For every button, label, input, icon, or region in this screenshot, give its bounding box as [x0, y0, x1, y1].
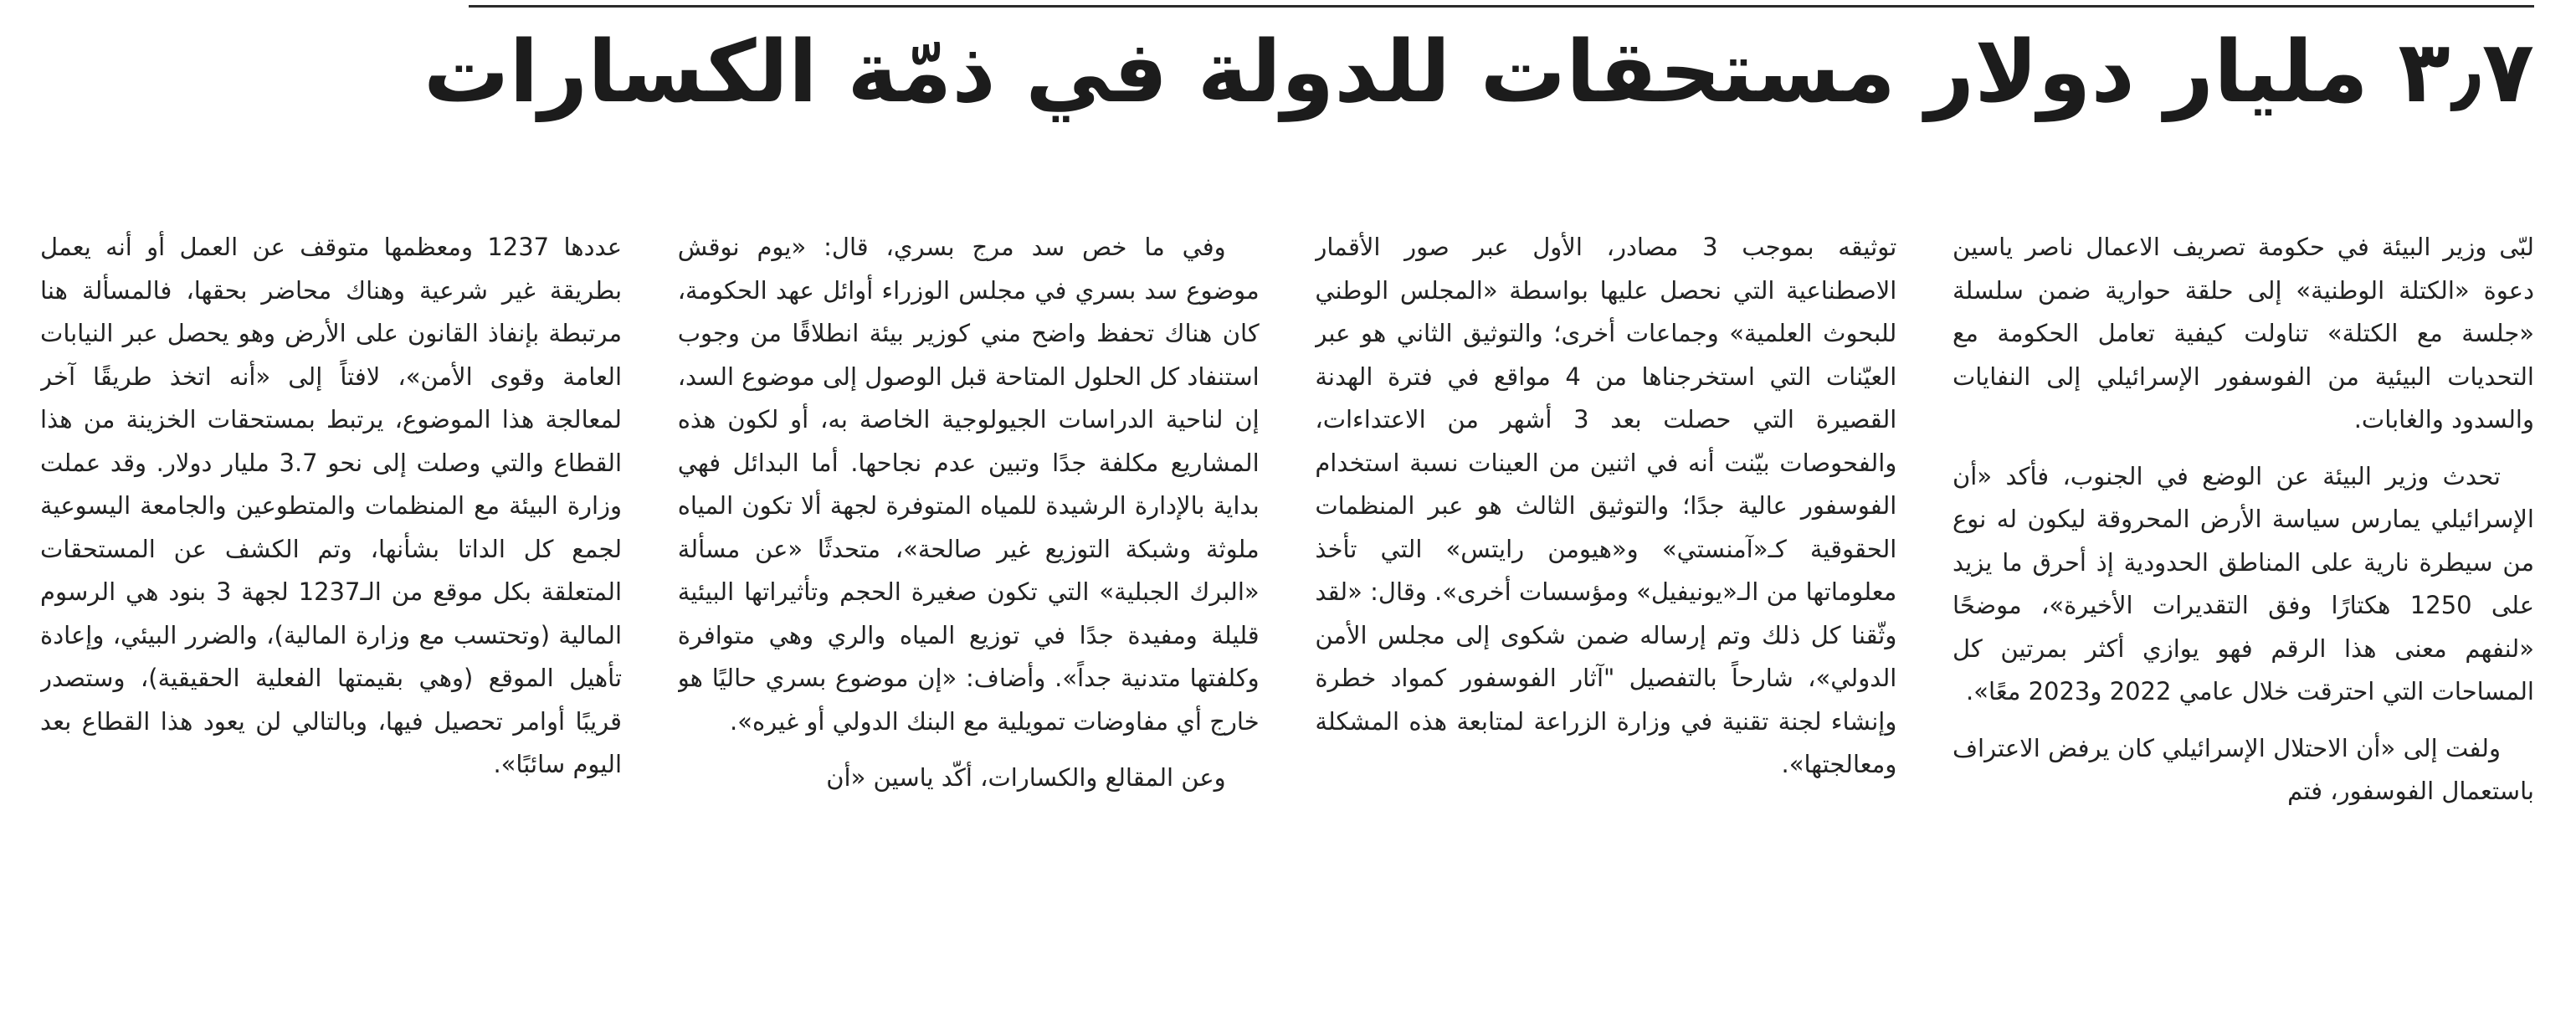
top-rule [469, 5, 2534, 8]
article-body [40, 226, 2534, 979]
article-paragraph: عددها 1237 ومعظمها متوقف عن العمل أو أنه يعمل بطريقة غير شرعية وهناك محاضر بحقها، فالمسألة هنا مرتبطة بإنفاذ القانون على الأرض وهو يحصل عبر النيابات العامة وقوى الأمن»، لافتاً إلى «أنه اتخذ طريقًا آخر لمعالجة هذا الموضوع، يرتبط بمستحقات الخزينة من هذا القطاع والتي وصلت إلى نحو 3.7 مليار دولار. وقد عملت وزارة البيئة مع المنظمات والمتطوعين والجامعة اليسوعية لجمع كل الداتا بشأنها، وتم الكشف عن المستحقات المتعلقة بكل موقع من الـ1237 لجهة 3 بنود هي الرسوم المالية (وتحتسب مع وزارة المالية)، والضرر البيئي، وإعادة تأهيل الموقع (وهي بقيمتها الفعلية الحقيقية)، وستصدر قريبًا أوامر تحصيل فيها، وبالتالي لن يعود هذا القطاع بعد اليوم سائبًا». [40, 233, 623, 778]
article-paragraph: وعن المقالع والكسارات، أكّد ياسين «أن [826, 763, 1226, 792]
article-column-3 [678, 226, 1260, 962]
article-headline: ٣٫٧ مليار دولار مستحقات للدولة في ذمّة الكسارات [423, 23, 2534, 122]
article-paragraph: ولفت إلى «أن الاحتلال الإسرائيلي كان يرفض الاعتراف باستعمال الفوسفور، فتم [1953, 733, 2534, 805]
article-column-4 [40, 226, 622, 962]
article-paragraph: لبّى وزير البيئة في حكومة تصريف الاعمال ناصر ياسين دعوة «الكتلة الوطنية» إلى حلقة حوارية ضمن سلسلة «جلسة مع الكتلة» تناولت كيفية تعامل الحكومة مع التحديات البيئية من الفوسفور الإسرائيلي إلى النفايات والسدود والغابات. [1953, 233, 2534, 434]
article-column-1 [1953, 226, 2534, 962]
article-paragraph: تحدث وزير البيئة عن الوضع في الجنوب، فأكد «أن الإسرائيلي يمارس سياسة الأرض المحروقة ليكون له نوع من سيطرة نارية على المناطق الحدودية إذ أحرق ما يزيد على 1250 هكتارًا وفق التقديرات الأخيرة»، موضحًا «لنفهم معنى هذا الرقم فهو يوازي أكثر بمرتين كل المساحات التي احترقت خلال عامي 2022 و2023 معًا». [1953, 461, 2534, 705]
article-column-2 [1315, 226, 1896, 962]
article-paragraph: توثيقه بموجب 3 مصادر، الأول عبر صور الأقمار الاصطناعية التي نحصل عليها بواسطة «المجلس الوطني للبحوث العلمية» وجماعات أخرى؛ والتوثيق الثاني هو عبر العيّنات التي استخرجناها من 4 مواقع في فترة الهدنة القصيرة التي حصلت بعد 3 أشهر من الاعتداءات، والفحوصات بيّنت أنه في اثنين من العينات نسبة استخدام الفوسفور عالية جدًا؛ والتوثيق الثالث هو عبر المنظمات الحقوقية كـ«آمنستي» و«هيومن رايتس» التي تأخذ معلوماتها من الـ«يونيفيل» ومؤسسات أخرى». وقال: «لقد وثّقنا كل ذلك وتم إرساله ضمن شكوى إلى مجلس الأمن الدولي»، شارحاً بالتفصيل "آثار الفوسفور كمواد خطرة وإنشاء لجنة تقنية في وزارة الزراعة لمتابعة هذه المشكلة ومعالجتها». [1315, 233, 1897, 778]
article-paragraph: وفي ما خص سد مرج بسري، قال: «يوم نوقش موضوع سد بسري في مجلس الوزراء أوائل عهد الحكومة، كان هناك تحفظ واضح مني كوزير بيئة انطلاقًا من وجوب استنفاد كل الحلول المتاحة قبل الوصول إلى موضوع السد، إن لناحية الدراسات الجيولوجية الخاصة به، أو لكون هذه المشاريع مكلفة جدًا وتبين عدم نجاحها. أما البدائل فهي بداية بالإدارة الرشيدة للمياه المتوفرة لجهة ألا تكون المياه ملوثة وشبكة التوزيع غير صالحة»، متحدثًا «عن مسألة «البرك الجبلية» التي تكون صغيرة الحجم وتأثيراتها البيئية قليلة ومفيدة جدًا في توزيع المياه والري وهي متوافرة وكلفتها متدنية جداً». وأضاف: «إن موضوع بسري حاليًا هو خارج أي مفاوضات تمويلية مع البنك الدولي أو غيره». [677, 233, 1260, 736]
